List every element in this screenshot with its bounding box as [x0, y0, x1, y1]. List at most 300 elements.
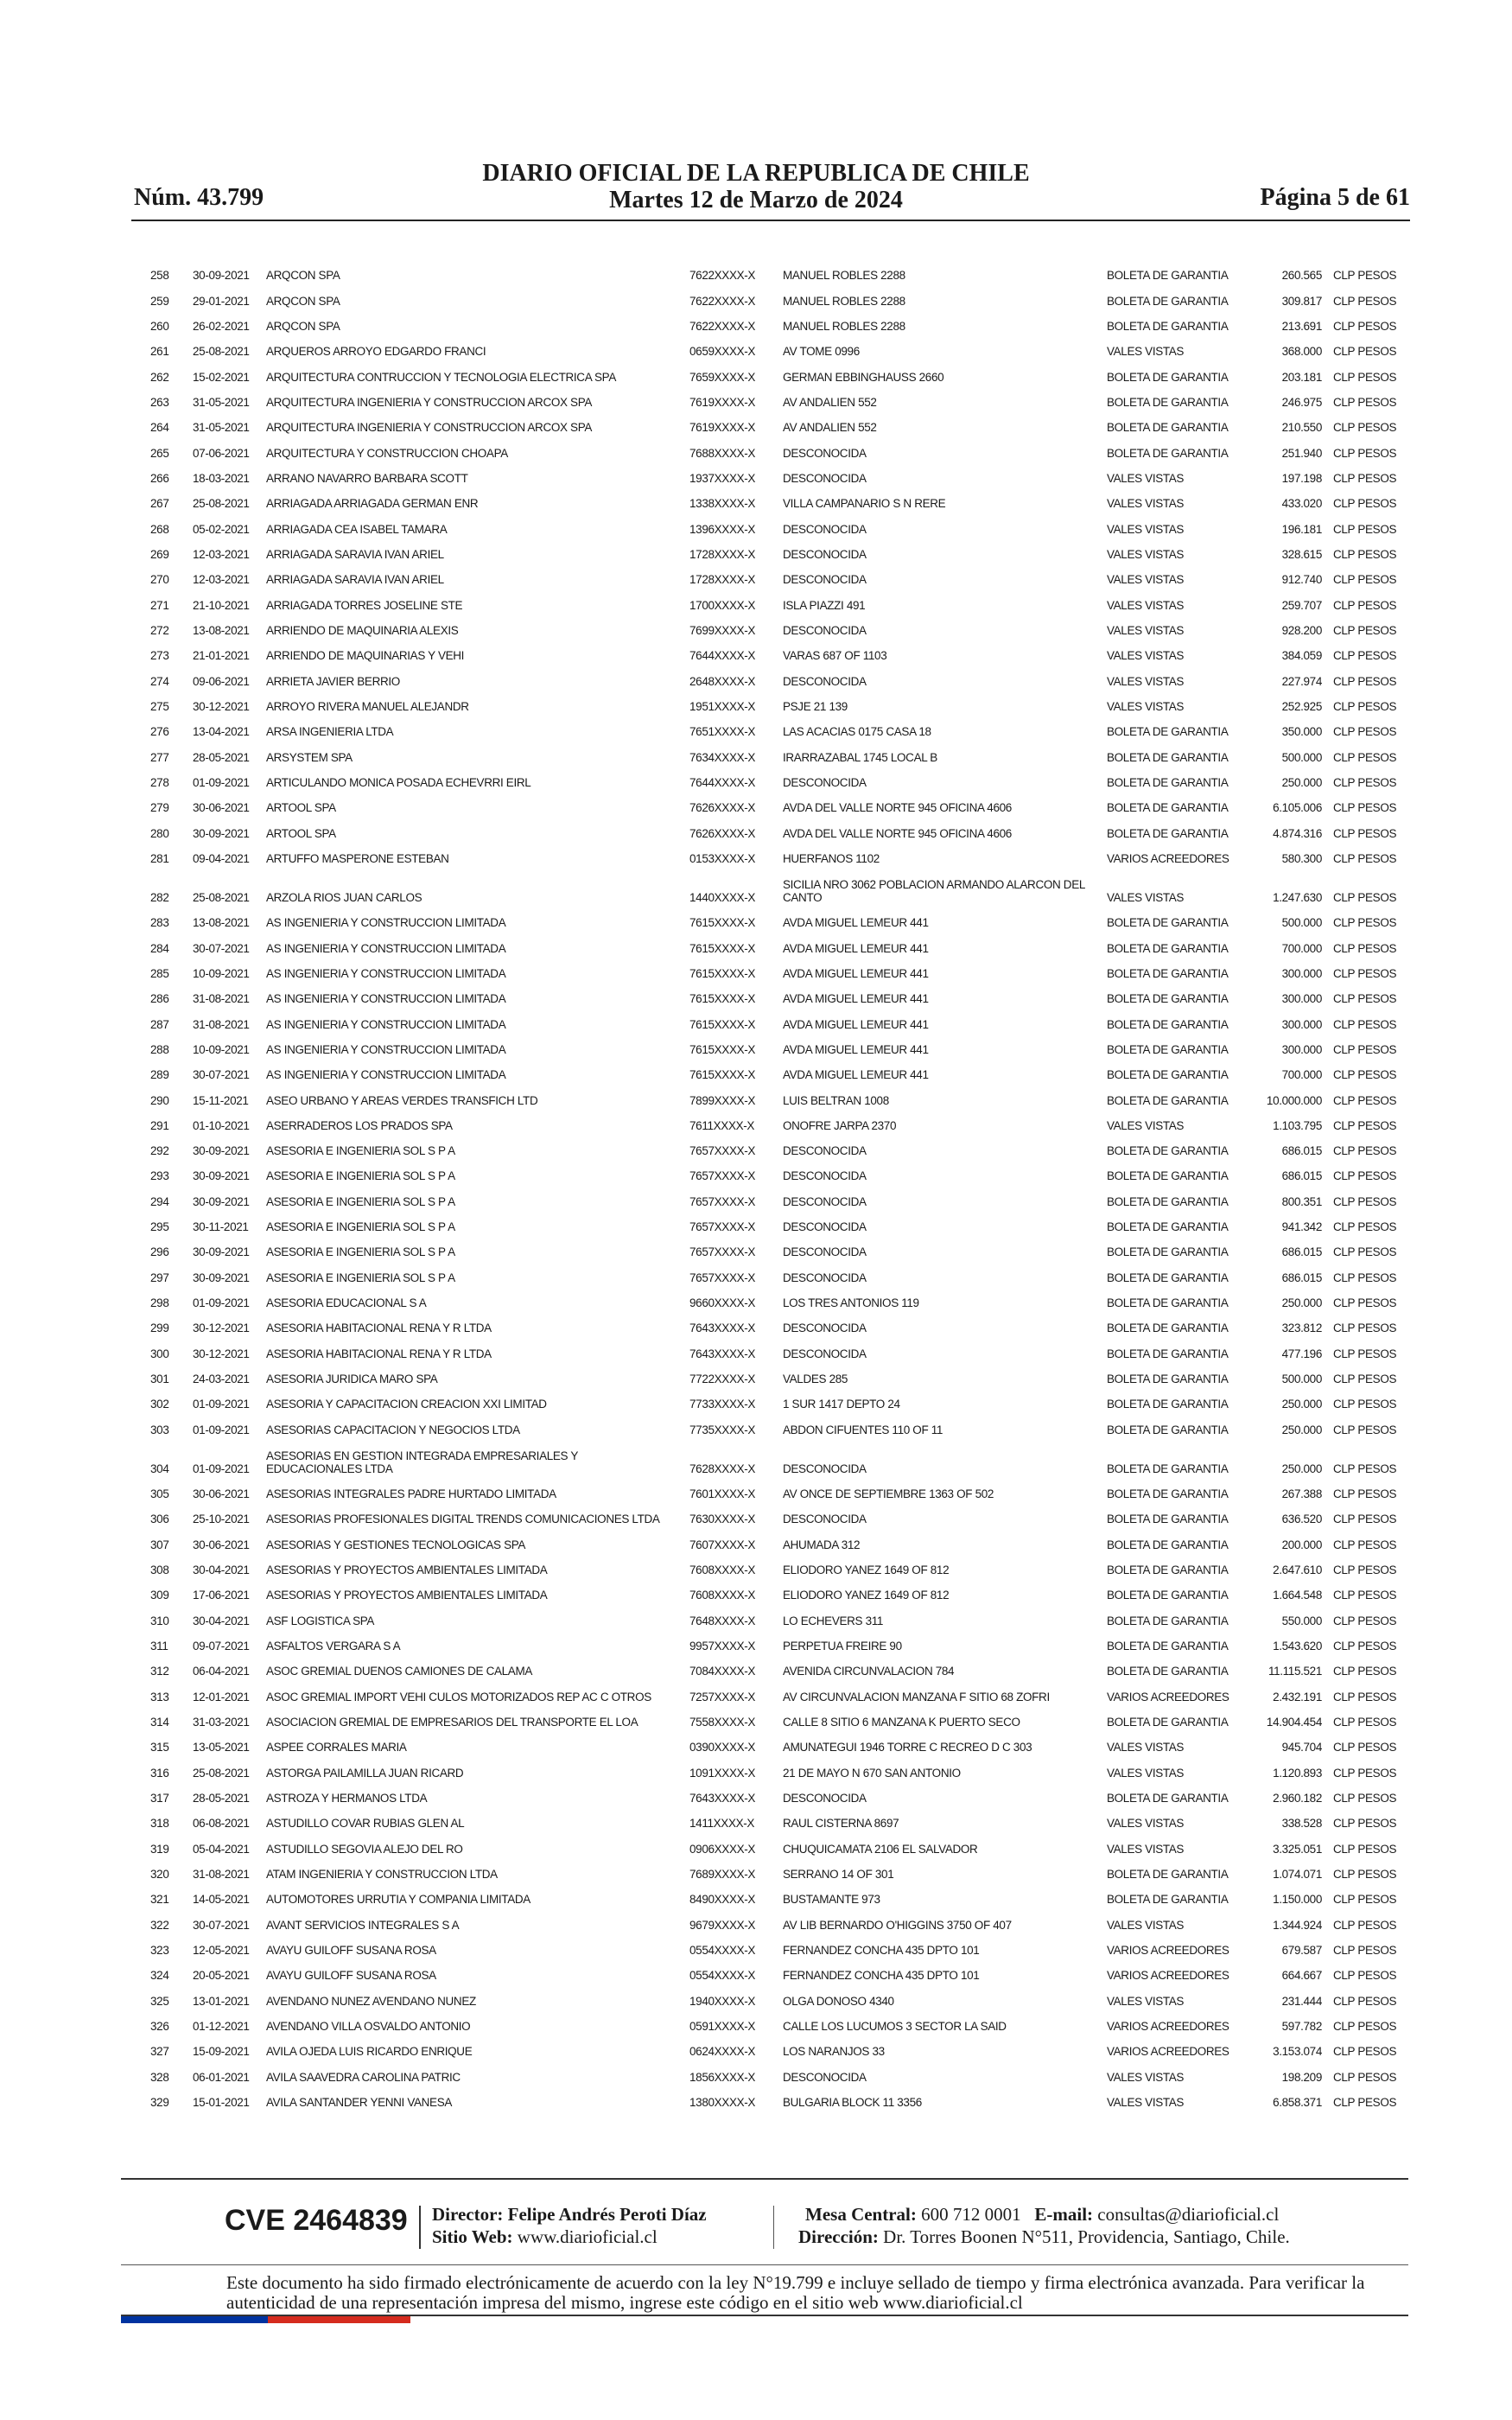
row-name: ARSA INGENIERIA LTDA: [266, 725, 394, 739]
row-address: DESCONOCIDA: [783, 1245, 867, 1259]
row-currency: CLP PESOS: [1333, 1512, 1397, 1526]
row-amount: 196.181: [1281, 522, 1322, 536]
table-row: [0, 845, 1512, 870]
row-date: 06-08-2021: [193, 1817, 250, 1831]
row-address: AVDA MIGUEL LEMEUR 441: [783, 992, 929, 1006]
row-currency: CLP PESOS: [1333, 1741, 1397, 1754]
row-name: ASFALTOS VERGARA S A: [266, 1640, 401, 1653]
row-number: 291: [150, 1118, 169, 1132]
row-address: MANUEL ROBLES 2288: [783, 319, 905, 333]
row-document-type: BOLETA DE GARANTIA: [1107, 1512, 1229, 1526]
row-number: 286: [150, 992, 169, 1006]
row-document-type: VALES VISTAS: [1107, 573, 1185, 587]
row-date: 01-09-2021: [193, 775, 250, 789]
row-number: 268: [150, 522, 169, 536]
row-document-type: BOLETA DE GARANTIA: [1107, 1017, 1229, 1031]
row-name: ASOC GREMIAL IMPORT VEHI CULOS MOTORIZADOS REP AC C OTROS: [266, 1690, 651, 1704]
website-line: [432, 2226, 658, 2248]
row-amount: 580.300: [1281, 851, 1322, 865]
row-name: ARQCON SPA: [266, 269, 340, 283]
row-name: ATAM INGENIERIA Y CONSTRUCCION LTDA: [266, 1868, 498, 1882]
row-amount: 11.115.521: [1267, 1665, 1322, 1678]
row-currency: CLP PESOS: [1333, 1944, 1397, 1957]
row-amount: 1.664.548: [1273, 1589, 1322, 1602]
row-rut: 7630XXXX-X: [689, 1512, 756, 1526]
row-name: AVILA OJEDA LUIS RICARDO ENRIQUE: [266, 2045, 473, 2059]
row-name: ASOC GREMIAL DUENOS CAMIONES DE CALAMA: [266, 1665, 533, 1678]
row-currency: CLP PESOS: [1333, 294, 1397, 308]
row-address: AVDA DEL VALLE NORTE 945 OFICINA 4606: [783, 801, 1012, 815]
row-address: AHUMADA 312: [783, 1538, 861, 1551]
table-row: [0, 1315, 1512, 1340]
row-address: DESCONOCIDA: [783, 623, 867, 637]
row-name: ASESORIA E INGENIERIA SOL S P A: [266, 1169, 455, 1183]
row-currency: CLP PESOS: [1333, 1194, 1397, 1208]
row-name: AS INGENIERIA Y CONSTRUCCION LIMITADA: [266, 1042, 506, 1056]
row-amount: 1.074.071: [1273, 1868, 1322, 1882]
mesa-phone: 600 712 0001: [921, 2204, 1021, 2225]
row-date: 31-08-2021: [193, 992, 250, 1006]
table-row: [0, 1213, 1512, 1239]
row-currency: CLP PESOS: [1333, 1347, 1397, 1360]
row-currency: CLP PESOS: [1333, 1665, 1397, 1678]
row-date: 10-09-2021: [193, 966, 250, 980]
row-date: 30-09-2021: [193, 1245, 250, 1259]
row-currency: CLP PESOS: [1333, 319, 1397, 333]
row-rut: 7657XXXX-X: [689, 1245, 756, 1259]
director-line: [432, 2204, 707, 2226]
row-rut: 0906XXXX-X: [689, 1842, 756, 1856]
row-amount: 368.000: [1281, 345, 1322, 359]
row-number: 293: [150, 1169, 169, 1183]
row-name: AS INGENIERIA Y CONSTRUCCION LIMITADA: [266, 966, 506, 980]
row-name: AVILA SANTANDER YENNI VANESA: [266, 2095, 453, 2109]
row-document-type: BOLETA DE GARANTIA: [1107, 1321, 1229, 1335]
row-address: DESCONOCIDA: [783, 1792, 867, 1805]
row-amount: 213.691: [1281, 319, 1322, 333]
address-value: Dr. Torres Boonen N°511, Providencia, Santiago, Chile.: [883, 2226, 1290, 2247]
row-document-type: BOLETA DE GARANTIA: [1107, 446, 1229, 460]
row-rut: 1940XXXX-X: [689, 1994, 756, 2008]
row-document-type: VALES VISTAS: [1107, 1842, 1185, 1856]
row-number: 261: [150, 345, 169, 359]
row-name: ARQUEROS ARROYO EDGARDO FRANCI: [266, 345, 486, 359]
row-rut: 0554XXXX-X: [689, 1969, 756, 1983]
row-date: 09-07-2021: [193, 1640, 250, 1653]
row-address: OLGA DONOSO 4340: [783, 1994, 894, 2008]
row-amount: 686.015: [1281, 1270, 1322, 1284]
row-number: 303: [150, 1423, 169, 1436]
address-label: Dirección:: [798, 2226, 879, 2247]
row-number: 269: [150, 547, 169, 561]
row-address: BULGARIA BLOCK 11 3356: [783, 2095, 922, 2109]
row-address: 21 DE MAYO N 670 SAN ANTONIO: [783, 1766, 961, 1780]
table-row: [0, 1785, 1512, 1810]
row-document-type: VALES VISTAS: [1107, 471, 1185, 485]
row-number: 317: [150, 1792, 169, 1805]
row-date: 28-05-2021: [193, 750, 250, 764]
row-rut: 7619XXXX-X: [689, 395, 756, 409]
row-name: ARZOLA RIOS JUAN CARLOS: [266, 890, 422, 904]
row-name: ASESORIAS Y PROYECTOS AMBIENTALES LIMITADA: [266, 1589, 548, 1602]
row-name: ARROYO RIVERA MANUEL ALEJANDR: [266, 699, 469, 713]
row-rut: 7648XXXX-X: [689, 1614, 756, 1627]
row-name: ASESORIA JURIDICA MARO SPA: [266, 1372, 438, 1386]
row-currency: CLP PESOS: [1333, 1017, 1397, 1031]
row-date: 30-12-2021: [193, 1321, 250, 1335]
row-address: DESCONOCIDA: [783, 1220, 867, 1234]
row-date: 30-11-2021: [193, 1220, 249, 1234]
table-row: [0, 1861, 1512, 1886]
row-currency: CLP PESOS: [1333, 1296, 1397, 1310]
row-document-type: VARIOS ACREEDORES: [1107, 1969, 1229, 1983]
row-document-type: VARIOS ACREEDORES: [1107, 2019, 1229, 2033]
row-date: 30-06-2021: [193, 1487, 250, 1501]
table-row: [0, 960, 1512, 985]
row-date: 25-08-2021: [193, 1766, 250, 1780]
row-rut: 7699XXXX-X: [689, 623, 756, 637]
row-document-type: BOLETA DE GARANTIA: [1107, 775, 1229, 789]
row-rut: 7615XXXX-X: [689, 1042, 756, 1056]
email-link[interactable]: consultas@diarioficial.cl: [1097, 2204, 1280, 2225]
row-date: 30-04-2021: [193, 1614, 250, 1627]
row-amount: 700.000: [1281, 941, 1322, 955]
row-document-type: BOLETA DE GARANTIA: [1107, 1169, 1229, 1183]
row-date: 30-09-2021: [193, 269, 250, 283]
row-address: VALDES 285: [783, 1372, 848, 1386]
row-currency: CLP PESOS: [1333, 421, 1397, 435]
row-number: 321: [150, 1893, 169, 1907]
row-date: 10-09-2021: [193, 1042, 250, 1056]
row-document-type: BOLETA DE GARANTIA: [1107, 395, 1229, 409]
row-amount: 203.181: [1281, 370, 1322, 384]
table-row: [0, 338, 1512, 363]
row-currency: CLP PESOS: [1333, 1893, 1397, 1907]
row-number: 258: [150, 269, 169, 283]
row-amount: 323.812: [1281, 1321, 1322, 1335]
row-name: ARQCON SPA: [266, 294, 340, 308]
table-row: [0, 1137, 1512, 1162]
row-address: GERMAN EBBINGHAUSS 2660: [783, 370, 944, 384]
table-row: [0, 2038, 1512, 2063]
row-document-type: VARIOS ACREEDORES: [1107, 851, 1229, 865]
row-name: ASERRADEROS LOS PRADOS SPA: [266, 1118, 453, 1132]
row-number: 287: [150, 1017, 169, 1031]
row-date: 31-08-2021: [193, 1017, 250, 1031]
row-currency: CLP PESOS: [1333, 966, 1397, 980]
row-number: 265: [150, 446, 169, 460]
row-amount: 700.000: [1281, 1068, 1322, 1082]
row-address: MANUEL ROBLES 2288: [783, 269, 905, 283]
row-amount: 433.020: [1281, 497, 1322, 511]
row-number: 275: [150, 699, 169, 713]
footer-separator: [419, 2206, 421, 2249]
row-name: AUTOMOTORES URRUTIA Y COMPANIA LIMITADA: [266, 1893, 530, 1907]
footer-divider-top: [121, 2178, 1408, 2180]
row-rut: 7626XXXX-X: [689, 826, 756, 840]
row-address: DESCONOCIDA: [783, 1462, 867, 1475]
records-table: [0, 262, 1512, 2114]
address-line: [798, 2226, 1290, 2248]
row-name: ARRANO NAVARRO BARBARA SCOTT: [266, 471, 468, 485]
row-number: 282: [150, 890, 169, 904]
row-currency: CLP PESOS: [1333, 1118, 1397, 1132]
row-address: IRARRAZABAL 1745 LOCAL B: [783, 750, 937, 764]
row-address: CHUQUICAMATA 2106 EL SALVADOR: [783, 1842, 978, 1856]
row-date: 31-08-2021: [193, 1868, 250, 1882]
row-document-type: VALES VISTAS: [1107, 890, 1185, 904]
row-currency: CLP PESOS: [1333, 1423, 1397, 1436]
row-name: ARQUITECTURA CONTRUCCION Y TECNOLOGIA ELECTRICA SPA: [266, 370, 616, 384]
row-document-type: BOLETA DE GARANTIA: [1107, 1868, 1229, 1882]
row-number: 278: [150, 775, 169, 789]
row-rut: 7733XXXX-X: [689, 1398, 756, 1411]
table-row: [0, 1886, 1512, 1911]
row-amount: 686.015: [1281, 1144, 1322, 1158]
row-date: 21-01-2021: [193, 649, 250, 663]
table-row: [0, 591, 1512, 616]
row-address: LOS NARANJOS 33: [783, 2045, 885, 2059]
row-currency: CLP PESOS: [1333, 598, 1397, 612]
website-link[interactable]: www.diarioficial.cl: [517, 2226, 658, 2247]
row-number: 311: [150, 1640, 168, 1653]
row-amount: 260.565: [1281, 269, 1322, 283]
row-amount: 1.103.795: [1273, 1118, 1322, 1132]
row-date: 25-10-2021: [193, 1512, 250, 1526]
row-document-type: BOLETA DE GARANTIA: [1107, 1487, 1229, 1501]
row-document-type: BOLETA DE GARANTIA: [1107, 1423, 1229, 1436]
row-rut: 7899XXXX-X: [689, 1093, 756, 1107]
row-number: 285: [150, 966, 169, 980]
row-document-type: BOLETA DE GARANTIA: [1107, 294, 1229, 308]
row-rut: 1380XXXX-X: [689, 2095, 756, 2109]
row-rut: 1411XXXX-X: [689, 1817, 755, 1831]
row-address: DESCONOCIDA: [783, 2070, 867, 2084]
row-number: 324: [150, 1969, 169, 1983]
row-currency: CLP PESOS: [1333, 916, 1397, 930]
row-document-type: VALES VISTAS: [1107, 674, 1185, 688]
row-document-type: VALES VISTAS: [1107, 1918, 1185, 1932]
row-number: 277: [150, 750, 169, 764]
row-amount: 197.198: [1281, 471, 1322, 485]
row-date: 05-02-2021: [193, 522, 250, 536]
row-amount: 1.543.620: [1273, 1640, 1322, 1653]
row-rut: 7601XXXX-X: [689, 1487, 756, 1501]
row-number: 280: [150, 826, 169, 840]
row-rut: 7615XXXX-X: [689, 1017, 756, 1031]
row-date: 30-07-2021: [193, 941, 250, 955]
row-number: 294: [150, 1194, 169, 1208]
row-number: 322: [150, 1918, 169, 1932]
row-name: ARTOOL SPA: [266, 801, 336, 815]
row-document-type: BOLETA DE GARANTIA: [1107, 1194, 1229, 1208]
row-currency: CLP PESOS: [1333, 269, 1397, 283]
row-amount: 252.925: [1281, 699, 1322, 713]
row-address: SERRANO 14 OF 301: [783, 1868, 894, 1882]
row-currency: CLP PESOS: [1333, 1589, 1397, 1602]
row-rut: 7615XXXX-X: [689, 941, 756, 955]
row-amount: 338.528: [1281, 1817, 1322, 1831]
row-currency: CLP PESOS: [1333, 1868, 1397, 1882]
row-amount: 6.105.006: [1273, 801, 1322, 815]
row-rut: 7644XXXX-X: [689, 649, 756, 663]
publication-title: DIARIO OFICIAL DE LA REPUBLICA DE CHILE: [482, 160, 1030, 187]
row-amount: 679.587: [1281, 1944, 1322, 1957]
table-row: [0, 1290, 1512, 1315]
row-name: AVANT SERVICIOS INTEGRALES S A: [266, 1918, 460, 1932]
row-currency: CLP PESOS: [1333, 1487, 1397, 1501]
footer-divider-mid: [121, 2264, 1408, 2265]
row-name: ASTUDILLO SEGOVIA ALEJO DEL RO: [266, 1842, 463, 1856]
row-address: PERPETUA FREIRE 90: [783, 1640, 902, 1653]
table-row: [0, 1086, 1512, 1111]
row-rut: 8490XXXX-X: [689, 1893, 756, 1907]
row-amount: 309.817: [1281, 294, 1322, 308]
row-rut: 7622XXXX-X: [689, 319, 756, 333]
row-address: AVDA DEL VALLE NORTE 945 OFICINA 4606: [783, 826, 1012, 840]
row-number: 276: [150, 725, 169, 739]
row-number: 328: [150, 2070, 169, 2084]
row-address: AMUNATEGUI 1946 TORRE C RECREO D C 303: [783, 1741, 1032, 1754]
row-amount: 928.200: [1281, 623, 1322, 637]
row-document-type: VALES VISTAS: [1107, 1994, 1185, 2008]
row-currency: CLP PESOS: [1333, 1245, 1397, 1259]
table-row: [0, 1987, 1512, 2012]
row-date: 30-12-2021: [193, 1347, 250, 1360]
row-name: ASTORGA PAILAMILLA JUAN RICARD: [266, 1766, 464, 1780]
row-address: AVDA MIGUEL LEMEUR 441: [783, 1017, 929, 1031]
row-currency: CLP PESOS: [1333, 623, 1397, 637]
row-document-type: BOLETA DE GARANTIA: [1107, 1398, 1229, 1411]
row-address: AVDA MIGUEL LEMEUR 441: [783, 966, 929, 980]
row-document-type: BOLETA DE GARANTIA: [1107, 1347, 1229, 1360]
row-amount: 636.520: [1281, 1512, 1322, 1526]
row-currency: CLP PESOS: [1333, 801, 1397, 815]
website-label: Sitio Web:: [432, 2226, 513, 2247]
row-rut: 0591XXXX-X: [689, 2019, 756, 2033]
row-currency: CLP PESOS: [1333, 674, 1397, 688]
row-currency: CLP PESOS: [1333, 1842, 1397, 1856]
table-row: [0, 1557, 1512, 1582]
row-name: ASEO URBANO Y AREAS VERDES TRANSFICH LTD: [266, 1093, 538, 1107]
row-rut: 7615XXXX-X: [689, 916, 756, 930]
row-number: 284: [150, 941, 169, 955]
row-amount: 300.000: [1281, 992, 1322, 1006]
row-amount: 300.000: [1281, 1042, 1322, 1056]
table-row: [0, 1810, 1512, 1835]
row-rut: 7622XXXX-X: [689, 269, 756, 283]
table-row: [0, 1391, 1512, 1416]
row-date: 12-03-2021: [193, 547, 250, 561]
row-name: ASESORIA HABITACIONAL RENA Y R LTDA: [266, 1321, 492, 1335]
row-currency: CLP PESOS: [1333, 1817, 1397, 1831]
row-rut: 7615XXXX-X: [689, 992, 756, 1006]
row-name: ASESORIA HABITACIONAL RENA Y R LTDA: [266, 1347, 492, 1360]
row-address: DESCONOCIDA: [783, 547, 867, 561]
row-name: ASESORIAS Y PROYECTOS AMBIENTALES LIMITADA: [266, 1563, 548, 1577]
row-number: 295: [150, 1220, 169, 1234]
row-number: 320: [150, 1868, 169, 1882]
row-date: 30-06-2021: [193, 801, 250, 815]
row-number: 272: [150, 623, 169, 637]
row-currency: CLP PESOS: [1333, 1462, 1397, 1475]
director-name: Felipe Andrés Peroti Díaz: [507, 2204, 707, 2225]
row-currency: CLP PESOS: [1333, 1563, 1397, 1577]
row-number: 288: [150, 1042, 169, 1056]
row-rut: 7643XXXX-X: [689, 1321, 756, 1335]
row-document-type: VALES VISTAS: [1107, 623, 1185, 637]
row-amount: 686.015: [1281, 1245, 1322, 1259]
table-row: [0, 1036, 1512, 1061]
row-rut: 7626XXXX-X: [689, 801, 756, 815]
row-currency: CLP PESOS: [1333, 1321, 1397, 1335]
table-row: [0, 642, 1512, 667]
table-row: [0, 1759, 1512, 1784]
table-row: [0, 1239, 1512, 1264]
row-name: ARRIENDO DE MAQUINARIA ALEXIS: [266, 623, 459, 637]
row-amount: 350.000: [1281, 725, 1322, 739]
row-address: AVDA MIGUEL LEMEUR 441: [783, 1042, 929, 1056]
row-currency: CLP PESOS: [1333, 345, 1397, 359]
table-row: [0, 1658, 1512, 1683]
row-document-type: BOLETA DE GARANTIA: [1107, 1093, 1229, 1107]
page-header: [0, 0, 1512, 225]
row-amount: 3.325.051: [1273, 1842, 1322, 1856]
row-name: AVAYU GUILOFF SUSANA ROSA: [266, 1969, 436, 1983]
row-rut: 7657XXXX-X: [689, 1144, 756, 1158]
row-address: DESCONOCIDA: [783, 1144, 867, 1158]
issue-number: Núm. 43.799: [134, 184, 264, 211]
row-date: 09-06-2021: [193, 674, 250, 688]
row-name: ARRIAGADA SARAVIA IVAN ARIEL: [266, 547, 444, 561]
table-row: [0, 1911, 1512, 1936]
row-number: 326: [150, 2019, 169, 2033]
row-address: DESCONOCIDA: [783, 1169, 867, 1183]
row-date: 25-08-2021: [193, 497, 250, 511]
row-date: 01-09-2021: [193, 1296, 250, 1310]
row-name: ARRIENDO DE MAQUINARIAS Y VEHI: [266, 649, 465, 663]
row-address: LO ECHEVERS 311: [783, 1614, 884, 1627]
table-row: [0, 287, 1512, 312]
row-number: 290: [150, 1093, 169, 1107]
table-row: [0, 1112, 1512, 1137]
row-currency: CLP PESOS: [1333, 370, 1397, 384]
row-rut: 7608XXXX-X: [689, 1589, 756, 1602]
row-rut: 0659XXXX-X: [689, 345, 756, 359]
row-rut: 1951XXXX-X: [689, 699, 756, 713]
row-address: SICILIA NRO 3062 POBLACION ARMANDO ALARCON DEL CANTO: [783, 877, 1085, 904]
row-document-type: BOLETA DE GARANTIA: [1107, 1589, 1229, 1602]
row-address: FERNANDEZ CONCHA 435 DPTO 101: [783, 1969, 980, 1983]
row-document-type: VALES VISTAS: [1107, 649, 1185, 663]
table-row: [0, 262, 1512, 287]
row-document-type: VALES VISTAS: [1107, 522, 1185, 536]
row-name: ASTUDILLO COVAR RUBIAS GLEN AL: [266, 1817, 465, 1831]
row-rut: 7657XXXX-X: [689, 1194, 756, 1208]
row-currency: CLP PESOS: [1333, 1994, 1397, 2008]
row-name: ARRIAGADA ARRIAGADA GERMAN ENR: [266, 497, 479, 511]
table-row: [0, 1734, 1512, 1759]
row-amount: 500.000: [1281, 750, 1322, 764]
row-name: AVILA SAAVEDRA CAROLINA PATRIC: [266, 2070, 461, 2084]
row-rut: 1338XXXX-X: [689, 497, 756, 511]
table-row: [0, 566, 1512, 591]
table-row: [0, 515, 1512, 540]
row-document-type: BOLETA DE GARANTIA: [1107, 992, 1229, 1006]
row-document-type: VALES VISTAS: [1107, 699, 1185, 713]
row-amount: 1.247.630: [1273, 890, 1322, 904]
row-amount: 227.974: [1281, 674, 1322, 688]
